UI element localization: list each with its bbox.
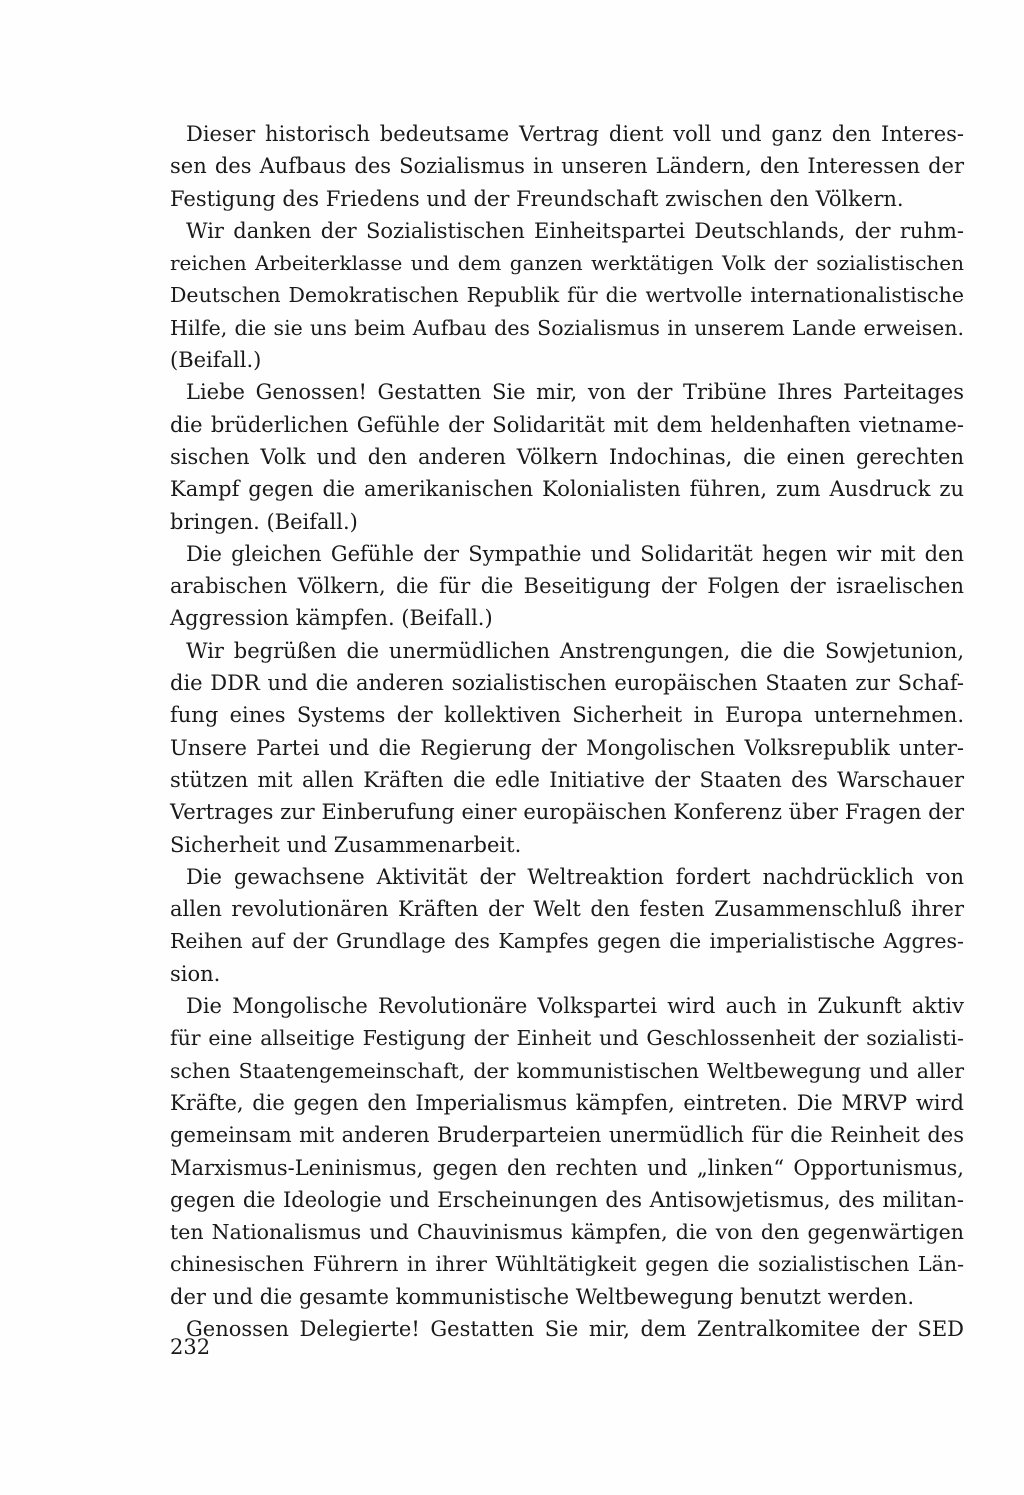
text-line: Die gleichen Gefühle der Sympathie und Solidarität hegen wir mit den <box>186 541 964 566</box>
text-line: gemeinsam mit anderen Bruderparteien unermüdlich für die Reinheit des <box>170 1123 964 1148</box>
text-line: Vertrages zur Einberufung einer europäischen Konferenz über Fragen der <box>170 800 964 825</box>
body-text <box>170 118 964 1345</box>
text-line: gegen die Ideologie und Erscheinungen des Antisowjetismus, des militan- <box>170 1187 964 1212</box>
text-line: Liebe Genossen! Gestatten Sie mir, von der Tribüne Ihres Parteitages <box>186 380 964 405</box>
text-line: Festigung des Friedens und der Freundschaft zwischen den Völkern. <box>170 186 904 211</box>
text-line: Wir danken der Sozialistischen Einheitspartei Deutschlands, der ruhm- <box>186 218 964 243</box>
text-line: reichen Arbeiterklasse und dem ganzen werktätigen Volk der sozialistischen <box>170 251 964 276</box>
text-line: fung eines Systems der kollektiven Sicherheit in Europa unternehmen. <box>170 703 964 728</box>
text-line: bringen. (Beifall.) <box>170 509 358 534</box>
text-line: chinesischen Führern in ihrer Wühltätigkeit gegen die sozialistischen Län- <box>170 1252 964 1277</box>
text-line: Die gewachsene Aktivität der Weltreaktion fordert nachdrücklich von <box>186 864 964 889</box>
text-line: sischen Volk und den anderen Völkern Indochinas, die einen gerechten <box>170 444 964 469</box>
text-line: Die Mongolische Revolutionäre Volkspartei wird auch in Zukunft aktiv <box>186 994 964 1019</box>
text-line: stützen mit allen Kräften die edle Initiative der Staaten des Warschauer <box>170 767 964 792</box>
text-line: die brüderlichen Gefühle der Solidarität mit dem heldenhaften vietname- <box>170 412 964 437</box>
text-line: sion. <box>170 961 221 986</box>
text-line: Marxismus-Leninismus, gegen den rechten und „linken“ Opportunismus, <box>170 1155 964 1180</box>
text-line: Kampf gegen die amerikanischen Kolonialisten führen, zum Ausdruck zu <box>170 477 964 502</box>
text-line: arabischen Völkern, die für die Beseitigung der Folgen der israelischen <box>170 574 964 599</box>
text-line: der und die gesamte kommunistische Weltbewegung benutzt werden. <box>170 1284 915 1309</box>
text-line: sen des Aufbaus des Sozialismus in unseren Ländern, den Interessen der <box>170 154 964 179</box>
text-line: Deutschen Demokratischen Republik für die wertvolle internationalistische <box>170 283 964 308</box>
text-line: Unsere Partei und die Regierung der Mongolischen Volksrepublik unter- <box>170 735 964 760</box>
text-line: Sicherheit und Zusammenarbeit. <box>170 832 522 857</box>
text-line: ten Nationalismus und Chauvinismus kämpfen, die von den gegenwärtigen <box>170 1220 964 1245</box>
text-line: allen revolutionären Kräften der Welt den festen Zusammenschluß ihrer <box>170 897 964 922</box>
text-line: Aggression kämpfen. (Beifall.) <box>170 606 493 631</box>
text-line: Reihen auf der Grundlage des Kampfes gegen die imperialistische Aggres- <box>170 929 964 954</box>
text-line: für eine allseitige Festigung der Einheit und Geschlossenheit der sozialisti- <box>170 1026 964 1051</box>
text-line: Genossen Delegierte! Gestatten Sie mir, dem Zentralkomitee der SED <box>186 1316 964 1341</box>
text-line: Hilfe, die sie uns beim Aufbau des Sozialismus in unserem Lande erweisen. <box>170 315 964 340</box>
page-number: 232 <box>170 1335 211 1359</box>
text-line: (Beifall.) <box>170 348 262 373</box>
text-line: die DDR und die anderen sozialistischen europäischen Staaten zur Schaf- <box>170 671 964 696</box>
text-line: schen Staatengemeinschaft, der kommunistischen Weltbewegung und aller <box>170 1058 964 1083</box>
text-line: Dieser historisch bedeutsame Vertrag dient voll und ganz den Interes- <box>186 122 964 146</box>
text-line: Kräfte, die gegen den Imperialismus kämpfen, eintreten. Die MRVP wird <box>170 1090 964 1115</box>
text-line: Wir begrüßen die unermüdlichen Anstrengungen, die die Sowjetunion, <box>186 638 964 663</box>
